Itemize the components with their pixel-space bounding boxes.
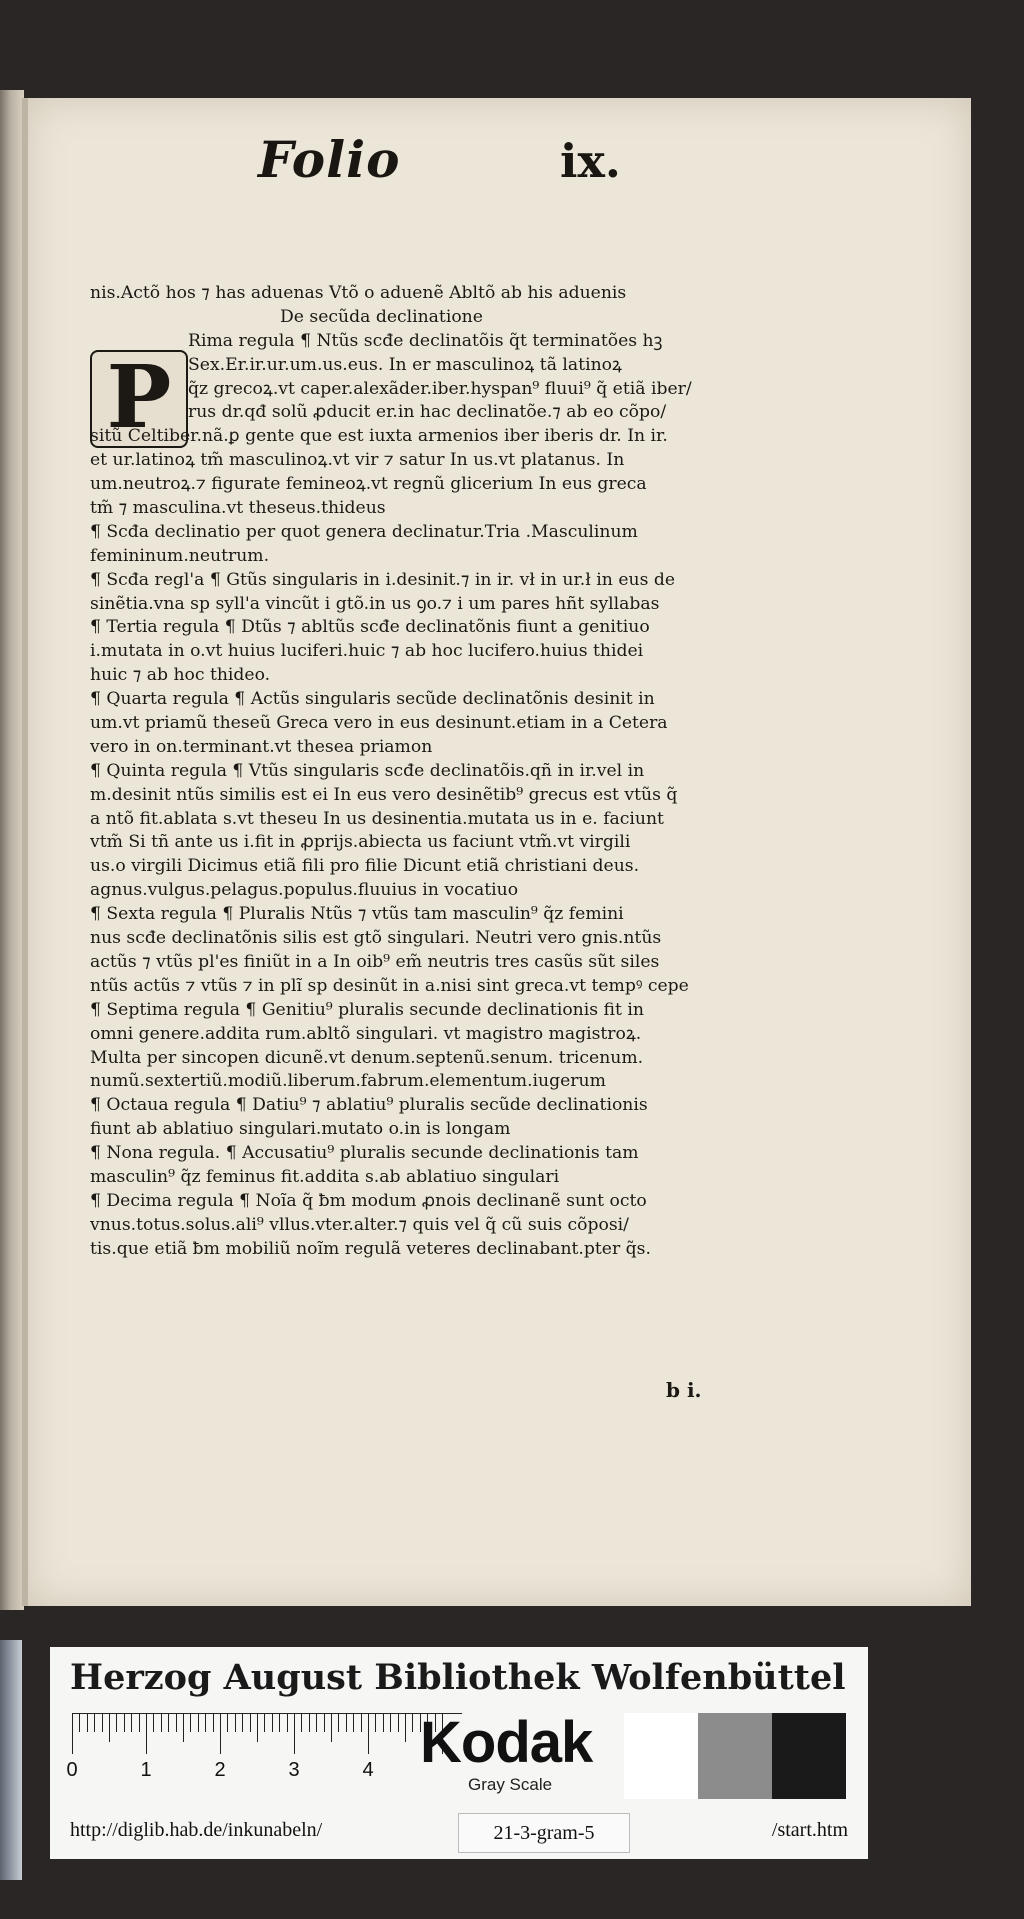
ruler-tick <box>183 1714 184 1742</box>
ruler-tick <box>242 1714 243 1732</box>
text-line: Sex.Er.ir.ur.um.us.eus. In er masculinoꝝ tã latinoꝝ <box>188 354 622 375</box>
ruler-tick <box>368 1714 369 1754</box>
ruler-tick <box>264 1714 265 1732</box>
ruler-tick <box>168 1714 169 1732</box>
text-line: nus scđe declinatõnis silis est gtõ singulari. Neutri vero gnis.ntũs <box>90 928 662 949</box>
text-line: actũs ⁊ vtũs pl'es finiũt in a In oib⁹ em̃ neutris tres casũs sũt siles <box>90 951 660 972</box>
ruler-tick <box>79 1714 80 1732</box>
ruler-tick <box>161 1714 162 1732</box>
text-line: ¶ Octaua regula ¶ Datiu⁹ ⁊ ablatiu⁹ pluralis secũde declinationis <box>90 1095 648 1116</box>
ruler-tick <box>375 1714 376 1732</box>
folio-label: Folio <box>258 130 401 189</box>
measurement-ruler <box>72 1713 462 1758</box>
ruler-tick <box>338 1714 339 1732</box>
ruler-tick <box>301 1714 302 1732</box>
library-reference-card <box>50 1647 868 1859</box>
signature-mark: b i. <box>666 1378 702 1402</box>
page-spine-edge <box>22 98 28 1606</box>
ruler-tick <box>412 1714 413 1732</box>
adjacent-page-edge-lower <box>0 1640 22 1880</box>
ruler-tick <box>87 1714 88 1732</box>
ruler-tick <box>94 1714 95 1732</box>
text-line: rus dr.qđ solũ ꝓducit er.in hac declinatõe.⁊ ab eo cõpo/ <box>188 402 667 423</box>
ruler-tick <box>176 1714 177 1732</box>
ruler-tick <box>383 1714 384 1732</box>
text-line: Rima regula ¶ Ntũs scđe declinatõis q̃t terminatões hꝫ <box>188 330 663 351</box>
text-line: ¶ Septima regula ¶ Genitiu⁹ pluralis secunde declinationis fit in <box>90 999 644 1020</box>
ruler-tick <box>257 1714 258 1742</box>
ruler-tick <box>309 1714 310 1732</box>
ruler-tick <box>361 1714 362 1732</box>
text-line: agnus.vulgus.pelagus.populus.fluuius in vocatiuo <box>90 880 519 901</box>
ruler-tick <box>272 1714 273 1732</box>
gray-swatch-white <box>624 1713 698 1799</box>
text-line: i.mutata in o.vt huius luciferi.huic ⁊ ab hoc lucifero.huius thidei <box>90 641 644 662</box>
text-line: ¶ Quinta regula ¶ Vtũs singularis scđe declinatõis.qñ in ir.vel in <box>90 760 645 781</box>
reference-url-row <box>70 1813 860 1853</box>
ruler-tick <box>398 1714 399 1732</box>
ruler-tick <box>405 1714 406 1742</box>
text-line: femininum.neutrum. <box>90 545 270 566</box>
text-line: nis.Actõ hos ⁊ has aduenas Vtõ o aduenẽ Abltõ ab his aduenis <box>90 283 627 303</box>
text-line: vnus.totus.solus.ali⁹ vllus.vter.alter.⁊ quis vel q̃ cũ suis cõposi/ <box>90 1214 629 1235</box>
grayscale-label: Gray Scale <box>468 1775 553 1794</box>
ruler-tick <box>227 1714 228 1732</box>
text-line: ¶ Sexta regula ¶ Pluralis Ntũs ⁊ vtũs tam masculin⁹ q̃z femini <box>90 904 624 925</box>
gray-swatch-mid <box>698 1713 772 1799</box>
ruler-tick <box>198 1714 199 1732</box>
ruler-tick <box>353 1714 354 1732</box>
ruler-tick <box>294 1714 295 1754</box>
text-line: Multa per sincopen dicunẽ.vt denum.septenũ.senum. tricenum. <box>90 1047 644 1068</box>
text-line: ¶ Scđa regl'a ¶ Gtũs singularis in i.desinit.⁊ in ir. vł in ur.ł in eus de <box>90 569 676 590</box>
text-line: masculin⁹ q̃z feminus fit.addita s.ab ablatiuo singulari <box>90 1166 560 1187</box>
ruler-tick <box>190 1714 191 1732</box>
ruler-tick <box>131 1714 132 1732</box>
text-line: ¶ Scđa declinatio per quot genera declinatur.Tria .Masculinum <box>90 521 638 542</box>
decorated-initial: P <box>90 350 188 448</box>
ruler-tick <box>250 1714 251 1732</box>
text-line: a ntõ fit.ablata s.vt theseu In us desinentia.mutata us in e. faciunt <box>90 808 664 829</box>
text-line: vero in on.terminant.vt thesea priamon <box>90 736 433 757</box>
section-heading: De secũda declinatione <box>280 306 483 327</box>
text-line: numũ.sextertiũ.modiũ.liberum.fabrum.elementum.iugerum <box>90 1071 606 1092</box>
url-suffix: /start.htm <box>771 1819 848 1841</box>
text-line: us.o virgili Dicimus etiã fili pro filie Dicunt etiã christiani deus. <box>90 856 640 877</box>
text-line: um.neutroꝝ.⁊ figurate femineoꝝ.vt regnũ glicerium In eus greca <box>90 474 647 495</box>
text-line: ntũs actũs ⁊ vtũs ⁊ in plĩ sp desinũt in a.nisi sint greca.vt tempꝰ cepe <box>90 975 689 996</box>
ruler-tick <box>153 1714 154 1732</box>
ruler-tick <box>205 1714 206 1732</box>
gray-swatch-black <box>772 1713 846 1799</box>
ruler-tick <box>109 1714 110 1742</box>
ruler-tick <box>220 1714 221 1754</box>
text-line: um.vt priamũ theseũ Greca vero in eus desinunt.etiam in a Cetera <box>90 713 668 734</box>
folio-number: ix. <box>560 134 621 188</box>
text-line: huic ⁊ ab hoc thideo. <box>90 665 271 686</box>
text-line: sinẽtia.vna sp syll'a vincũt i gtõ.in us ꝯo.⁊ i um pares hñt syllabas <box>90 593 660 614</box>
ruler-tick <box>213 1714 214 1732</box>
text-line: ¶ Nona regula. ¶ Accusatiu⁹ pluralis secunde declinationis tam <box>90 1143 639 1164</box>
library-title: Herzog August Bibliothek Wolfenbüttel <box>70 1657 846 1698</box>
text-line: m.desinit ntũs similis est ei In eus vero desinẽtib⁹ grecus est vtũs q̃ <box>90 784 678 805</box>
ruler-tick <box>279 1714 280 1732</box>
ruler-tick <box>346 1714 347 1732</box>
ruler-tick <box>72 1714 73 1754</box>
text-line: q̃z grecoꝝ.vt caper.alexãder.iber.hyspan⁹ fluui⁹ q̃ etiã iber/ <box>188 378 692 399</box>
ruler-label: 3 <box>288 1759 300 1781</box>
page-header <box>230 130 790 200</box>
ruler-tick <box>324 1714 325 1732</box>
shelfmark-id: 21-3-gram-5 <box>458 1813 630 1853</box>
ruler-label: 4 <box>362 1759 374 1781</box>
text-line: ¶ Quarta regula ¶ Actũs singularis secũde declinatõnis desinit in <box>90 689 655 710</box>
body-text <box>90 282 750 1262</box>
ruler-label: 2 <box>214 1759 226 1781</box>
text-line: ¶ Tertia regula ¶ Dtũs ⁊ abltũs scđe declinatõnis fiunt a genitiuo <box>90 617 650 638</box>
ruler-labels <box>66 1759 462 1785</box>
text-line: sitũ Celtiber.nã.ꝑ gente que est iuxta armenios iber iberis dr. In ir. <box>90 426 668 447</box>
ruler-tick <box>235 1714 236 1732</box>
ruler-tick <box>287 1714 288 1732</box>
ruler-tick <box>124 1714 125 1732</box>
text-line: omni genere.addita rum.abltõ singulari. vt magistro magistroꝝ. <box>90 1023 642 1044</box>
ruler-tick <box>390 1714 391 1732</box>
text-line: ¶ Decima regula ¶ Noĩa q̃ ƀm modum ꝓnois declinanẽ sunt octo <box>90 1190 647 1211</box>
kodak-logo: Kodak <box>420 1710 593 1775</box>
url-prefix: http://diglib.hab.de/inkunabeln/ <box>70 1819 323 1841</box>
text-line: tis.que etiã ƀm mobiliũ noĩm regulã veteres declinabant.pter q̃s. <box>90 1238 651 1259</box>
ruler-tick <box>139 1714 140 1732</box>
ruler-tick <box>146 1714 147 1754</box>
ruler-tick <box>331 1714 332 1742</box>
ruler-tick <box>102 1714 103 1732</box>
ruler-tick <box>316 1714 317 1732</box>
adjacent-page-edge <box>0 90 24 1610</box>
ruler-label: 0 <box>66 1759 78 1781</box>
ruler-tick <box>116 1714 117 1732</box>
text-line: fiunt ab ablatiuo singulari.mutato o.in is longam <box>90 1119 511 1140</box>
ruler-label: 1 <box>140 1759 152 1781</box>
text-line: vtm̃ Si tñ ante us i.fit in ꝓprijs.abiecta us faciunt vtm̃.vt virgili <box>90 832 631 853</box>
text-line: tm̃ ⁊ masculina.vt theseus.thideus <box>90 498 386 519</box>
text-line: et ur.latinoꝝ tm̃ masculinoꝝ.vt vir ⁊ satur In us.vt platanus. In <box>90 450 625 471</box>
